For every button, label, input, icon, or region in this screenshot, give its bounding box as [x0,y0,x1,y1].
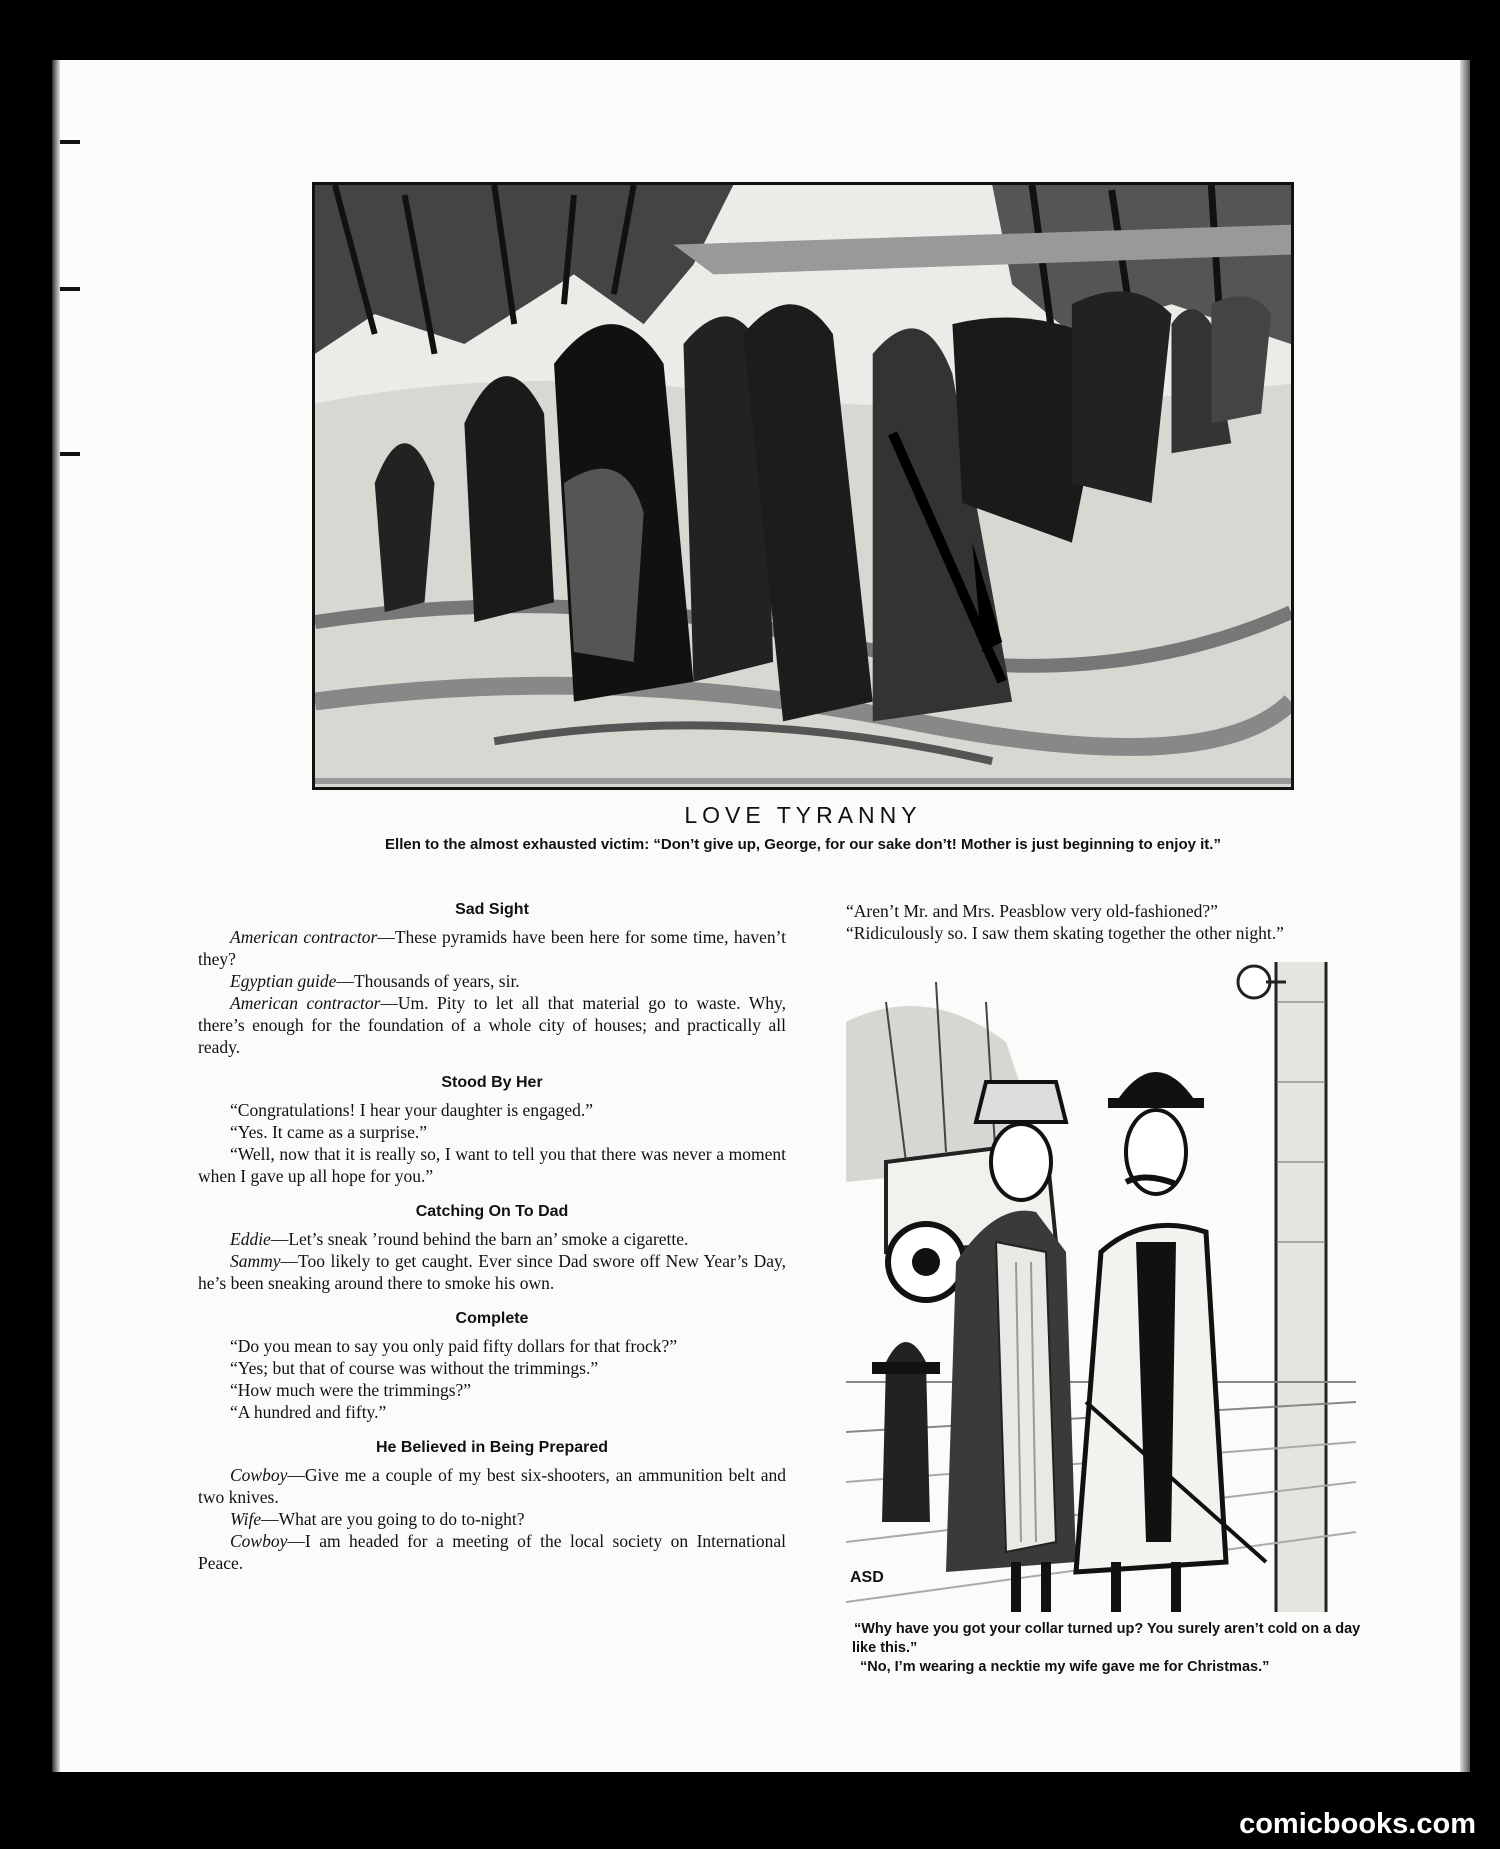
joke-line: “A hundred and fifty.” [230,1402,387,1422]
joke-title: Catching On To Dad [415,1203,569,1220]
binding-spine [52,60,60,1772]
joke-line: “How much were the trimmings?” [230,1380,472,1400]
staple-mark [60,452,80,456]
peasblow-joke [842,900,1402,944]
artist-signature: ASD [850,1569,884,1586]
caption-line: “No, I’m wearing a necktie my wife gave me for Christmas.” [860,1659,1270,1675]
caption-line: “Why have you got your collar turned up? You surely aren’t cold on a day like this.” [852,1621,1361,1656]
joke-line: Wife—What are you going to do to-night? [230,1509,525,1529]
joke-title: Sad Sight [455,901,529,918]
joke-stood-by-her [198,1073,786,1187]
staple-mark [60,140,80,144]
joke-line: Sammy—Too likely to get caught. Ever since Dad swore off New Year’s Day, he’s been sneaking around there to smoke his own. [198,1251,786,1293]
jokes-column [198,900,786,1589]
two-men-drawing [846,962,1356,1612]
joke-line: Eddie—Let’s sneak ’round behind the barn an’ smoke a cigarette. [230,1229,689,1249]
two-men-caption [852,1620,1362,1677]
joke-line: American contractor—These pyramids have been here for some time, haven’t they? [198,927,787,969]
joke-line: Egyptian guide—Thousands of years, sir. [230,971,520,991]
joke-line: American contractor—Um. Pity to let all that material go to waste. Why, there’s enough for the foundation of a whole city of houses; and practically all ready. [198,993,786,1057]
staple-mark [60,287,80,291]
joke-line: Cowboy—Give me a couple of my best six-shooters, an ammunition belt and two knives. [198,1465,786,1507]
cartoon-title: LOVE TYRANNY [684,802,922,828]
page-edge [1460,60,1470,1772]
two-men-illustration [846,962,1356,1612]
joke-title: He Believed in Being Prepared [375,1439,609,1456]
joke-sad-sight [198,900,786,1058]
joke-complete [198,1309,786,1423]
skating-drawing [315,185,1291,787]
joke-title: Stood By Her [441,1074,543,1091]
joke-believed-in-being-prepared [198,1438,786,1574]
site-watermark: comicbooks.com [1239,1808,1476,1840]
joke-line: “Do you mean to say you only paid fifty dollars for that frock?” [230,1336,678,1356]
joke-line: “Yes; but that of course was without the trimmings.” [230,1358,599,1378]
joke-title: Complete [455,1310,529,1327]
joke-line: “Ridiculously so. I saw them skating together the other night.” [846,923,1284,943]
joke-line: “Congratulations! I hear your daughter is engaged.” [230,1100,593,1120]
joke-line: “Aren’t Mr. and Mrs. Peasblow very old-fashioned?” [846,901,1218,921]
joke-line: Cowboy—I am headed for a meeting of the local society on International Peace. [198,1531,786,1573]
joke-line: “Well, now that it is really so, I want to tell you that there was never a moment when I gave up all hope for you.” [198,1144,786,1186]
skating-illustration [312,182,1294,790]
joke-line: “Yes. It came as a surprise.” [230,1122,427,1142]
joke-catching-on-to-dad [198,1202,786,1294]
cartoon-caption: Ellen to the almost exhausted victim: “Don’t give up, George, for our sake don’t! Mother is just beginning to enjoy it.” [385,836,1221,853]
